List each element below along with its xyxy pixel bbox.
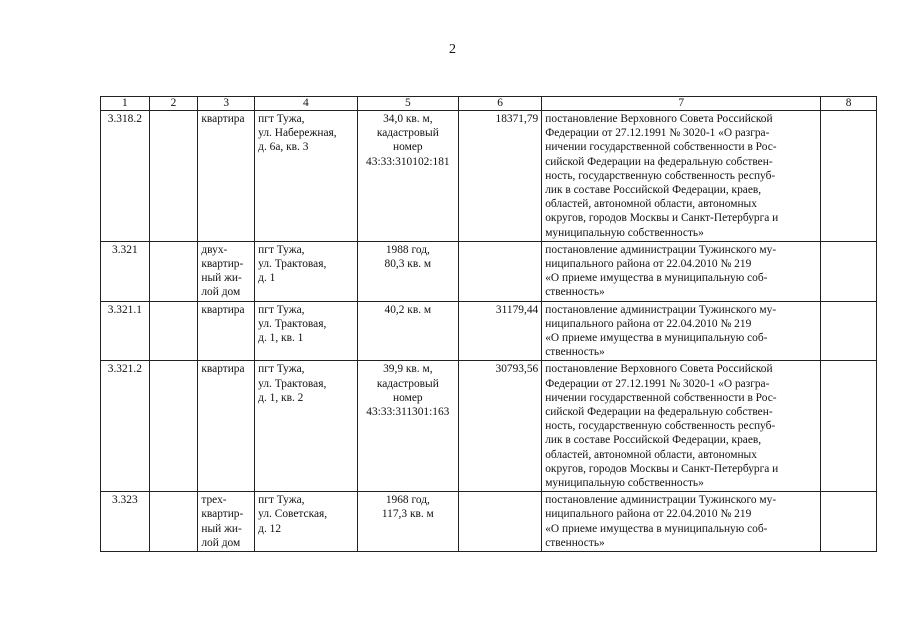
legal-basis-cell-line: постановление администрации Тужинского му-: [545, 494, 777, 507]
legal-basis-cell-line: Федерации от 27.12.1991 № 3020-1 «О разгра-: [545, 377, 770, 390]
description-cell-line: 43:33:311301:163: [366, 406, 450, 419]
column-header: 2: [149, 97, 198, 111]
address-cell: [255, 241, 357, 301]
address-cell-line: ул. Набережная,: [258, 127, 337, 140]
description-cell: [357, 111, 458, 242]
cost-cell: [459, 492, 542, 552]
column-header: 4: [255, 97, 357, 111]
description-cell-line: 34,0 кв. м,: [383, 113, 433, 125]
cost-cell: 30793,56: [459, 361, 542, 492]
legal-basis-cell-line: «О приеме имущества в муниципальную соб-: [545, 272, 768, 285]
legal-basis-cell-line: округов, городов Москвы и Санкт-Петербурга и: [545, 462, 779, 475]
legal-basis-cell-line: областей, автономной области, автономных: [545, 198, 757, 211]
description-cell: [357, 492, 458, 552]
legal-basis-cell-line: областей, автономной области, автономных: [545, 448, 757, 461]
address-cell-line: пгт Тужа,: [258, 113, 305, 125]
address-cell-line: д. 1: [258, 272, 276, 285]
legal-basis-cell-line: ственность»: [545, 286, 605, 299]
column-header: 5: [357, 97, 458, 111]
item-number-cell: 3.321: [101, 241, 150, 301]
address-cell: [255, 361, 357, 492]
cost-cell: [459, 241, 542, 301]
item-number-cell: 3.323: [101, 492, 150, 552]
column-8-cell: [821, 111, 877, 242]
legal-basis-cell: [542, 361, 821, 492]
legal-basis-cell-line: сийской Федерации на федеральную собствен-: [545, 155, 773, 168]
description-cell: [357, 361, 458, 492]
cost-cell: 31179,44: [459, 301, 542, 361]
legal-basis-cell-line: ность, государственную собственность респуб-: [545, 420, 776, 433]
object-type-cell-line: двух-: [201, 243, 228, 256]
column-2-cell: [149, 111, 198, 242]
address-cell-line: пгт Тужа,: [258, 243, 305, 256]
legal-basis-cell-line: ничении государственной собственности в Рос-: [545, 391, 777, 404]
object-type-cell-line: лой дом: [201, 536, 241, 549]
table-row: [101, 241, 877, 301]
legal-basis-cell-line: ниципального района от 22.04.2010 № 219: [545, 258, 752, 271]
address-cell-line: пгт Тужа,: [258, 303, 305, 316]
column-2-cell: [149, 361, 198, 492]
legal-basis-cell-line: лик в составе Российской Федерации, краев,: [545, 434, 762, 447]
description-cell-line: 1988 год,: [385, 243, 430, 256]
address-cell-line: д. 1, кв. 1: [258, 332, 304, 345]
column-8-cell: [821, 361, 877, 492]
property-registry-table: [100, 96, 877, 552]
address-cell-line: д. 1, кв. 2: [258, 391, 304, 404]
object-type-cell-line: трех-: [201, 494, 227, 507]
description-cell-line: 43:33:310102:181: [366, 155, 450, 168]
column-header: 8: [821, 97, 877, 111]
object-type-cell-line: квартир-: [201, 508, 244, 521]
legal-basis-cell: [542, 241, 821, 301]
address-cell-line: ул. Трактовая,: [258, 317, 327, 330]
table-row: [101, 301, 877, 361]
legal-basis-cell: [542, 301, 821, 361]
legal-basis-cell-line: постановление Верховного Совета Российской: [545, 363, 773, 376]
object-type-cell-line: ный жи-: [201, 522, 242, 535]
address-cell: [255, 111, 357, 242]
address-cell: [255, 301, 357, 361]
address-cell-line: пгт Тужа,: [258, 494, 305, 507]
column-8-cell: [821, 301, 877, 361]
description-cell: [357, 241, 458, 301]
object-type-cell: [198, 492, 255, 552]
object-type-cell: квартира: [198, 301, 255, 361]
column-2-cell: [149, 301, 198, 361]
column-8-cell: [821, 241, 877, 301]
table-row: [101, 361, 877, 492]
legal-basis-cell-line: постановление Верховного Совета Российской: [545, 113, 773, 125]
column-header: 7: [542, 97, 821, 111]
object-type-cell-line: квартир-: [201, 258, 244, 271]
legal-basis-cell-line: «О приеме имущества в муниципальную соб-: [545, 332, 768, 345]
legal-basis-cell: [542, 111, 821, 242]
column-2-cell: [149, 241, 198, 301]
description-cell-line: 80,3 кв. м: [384, 258, 432, 271]
legal-basis-cell-line: сийской Федерации на федеральную собствен-: [545, 406, 773, 419]
description-cell-line: кадастровый: [376, 377, 439, 390]
description-cell-line: 39,9 кв. м,: [383, 363, 433, 376]
address-cell: [255, 492, 357, 552]
legal-basis-cell-line: ниципального района от 22.04.2010 № 219: [545, 508, 752, 521]
item-number-cell: 3.321.2: [101, 361, 150, 492]
legal-basis-cell-line: муниципальную собственность»: [545, 226, 704, 239]
legal-basis-cell-line: Федерации от 27.12.1991 № 3020-1 «О разгра-: [545, 127, 770, 140]
legal-basis-cell-line: округов, городов Москвы и Санкт-Петербурга и: [545, 212, 779, 225]
header-row: [101, 97, 877, 111]
description-cell-line: кадастровый: [376, 127, 439, 140]
item-number-cell: 3.321.1: [101, 301, 150, 361]
page-number: 2: [449, 42, 456, 57]
item-number-cell: 3.318.2: [101, 111, 150, 242]
address-cell-line: ул. Трактовая,: [258, 377, 327, 390]
description-cell-line: номер: [393, 391, 423, 404]
table-row: [101, 492, 877, 552]
address-cell-line: д. 12: [258, 522, 282, 535]
cost-cell: 18371,79: [459, 111, 542, 242]
object-type-cell-line: ный жи-: [201, 272, 242, 285]
column-header: 1: [101, 97, 150, 111]
object-type-cell: квартира: [198, 361, 255, 492]
object-type-cell: квартира: [198, 111, 255, 242]
legal-basis-cell-line: ниципального района от 22.04.2010 № 219: [545, 317, 752, 330]
description-cell-line: 1968 год,: [385, 494, 430, 507]
legal-basis-cell-line: ственность»: [545, 346, 605, 359]
description-cell: [357, 301, 458, 361]
legal-basis-cell-line: «О приеме имущества в муниципальную соб-: [545, 522, 768, 535]
address-cell-line: д. 6а, кв. 3: [258, 141, 309, 154]
description-cell-line: 117,3 кв. м: [381, 508, 434, 521]
column-8-cell: [821, 492, 877, 552]
legal-basis-cell-line: муниципальную собственность»: [545, 477, 704, 490]
column-header: 6: [459, 97, 542, 111]
legal-basis-cell-line: ственность»: [545, 536, 605, 549]
object-type-cell-line: лой дом: [201, 286, 241, 299]
address-cell-line: ул. Трактовая,: [258, 258, 327, 271]
legal-basis-cell-line: лик в составе Российской Федерации, краев,: [545, 184, 762, 197]
column-header: 3: [198, 97, 255, 111]
address-cell-line: ул. Советская,: [258, 508, 328, 521]
object-type-cell: [198, 241, 255, 301]
description-cell-line: 40,2 кв. м: [384, 303, 432, 316]
description-cell-line: номер: [393, 141, 423, 154]
address-cell-line: пгт Тужа,: [258, 363, 305, 376]
legal-basis-cell-line: ность, государственную собственность респуб-: [545, 169, 776, 182]
legal-basis-cell-line: ничении государственной собственности в Рос-: [545, 141, 777, 154]
table-row: [101, 111, 877, 242]
legal-basis-cell-line: постановление администрации Тужинского му-: [545, 243, 777, 256]
legal-basis-cell: [542, 492, 821, 552]
column-2-cell: [149, 492, 198, 552]
legal-basis-cell-line: постановление администрации Тужинского му-: [545, 303, 777, 316]
